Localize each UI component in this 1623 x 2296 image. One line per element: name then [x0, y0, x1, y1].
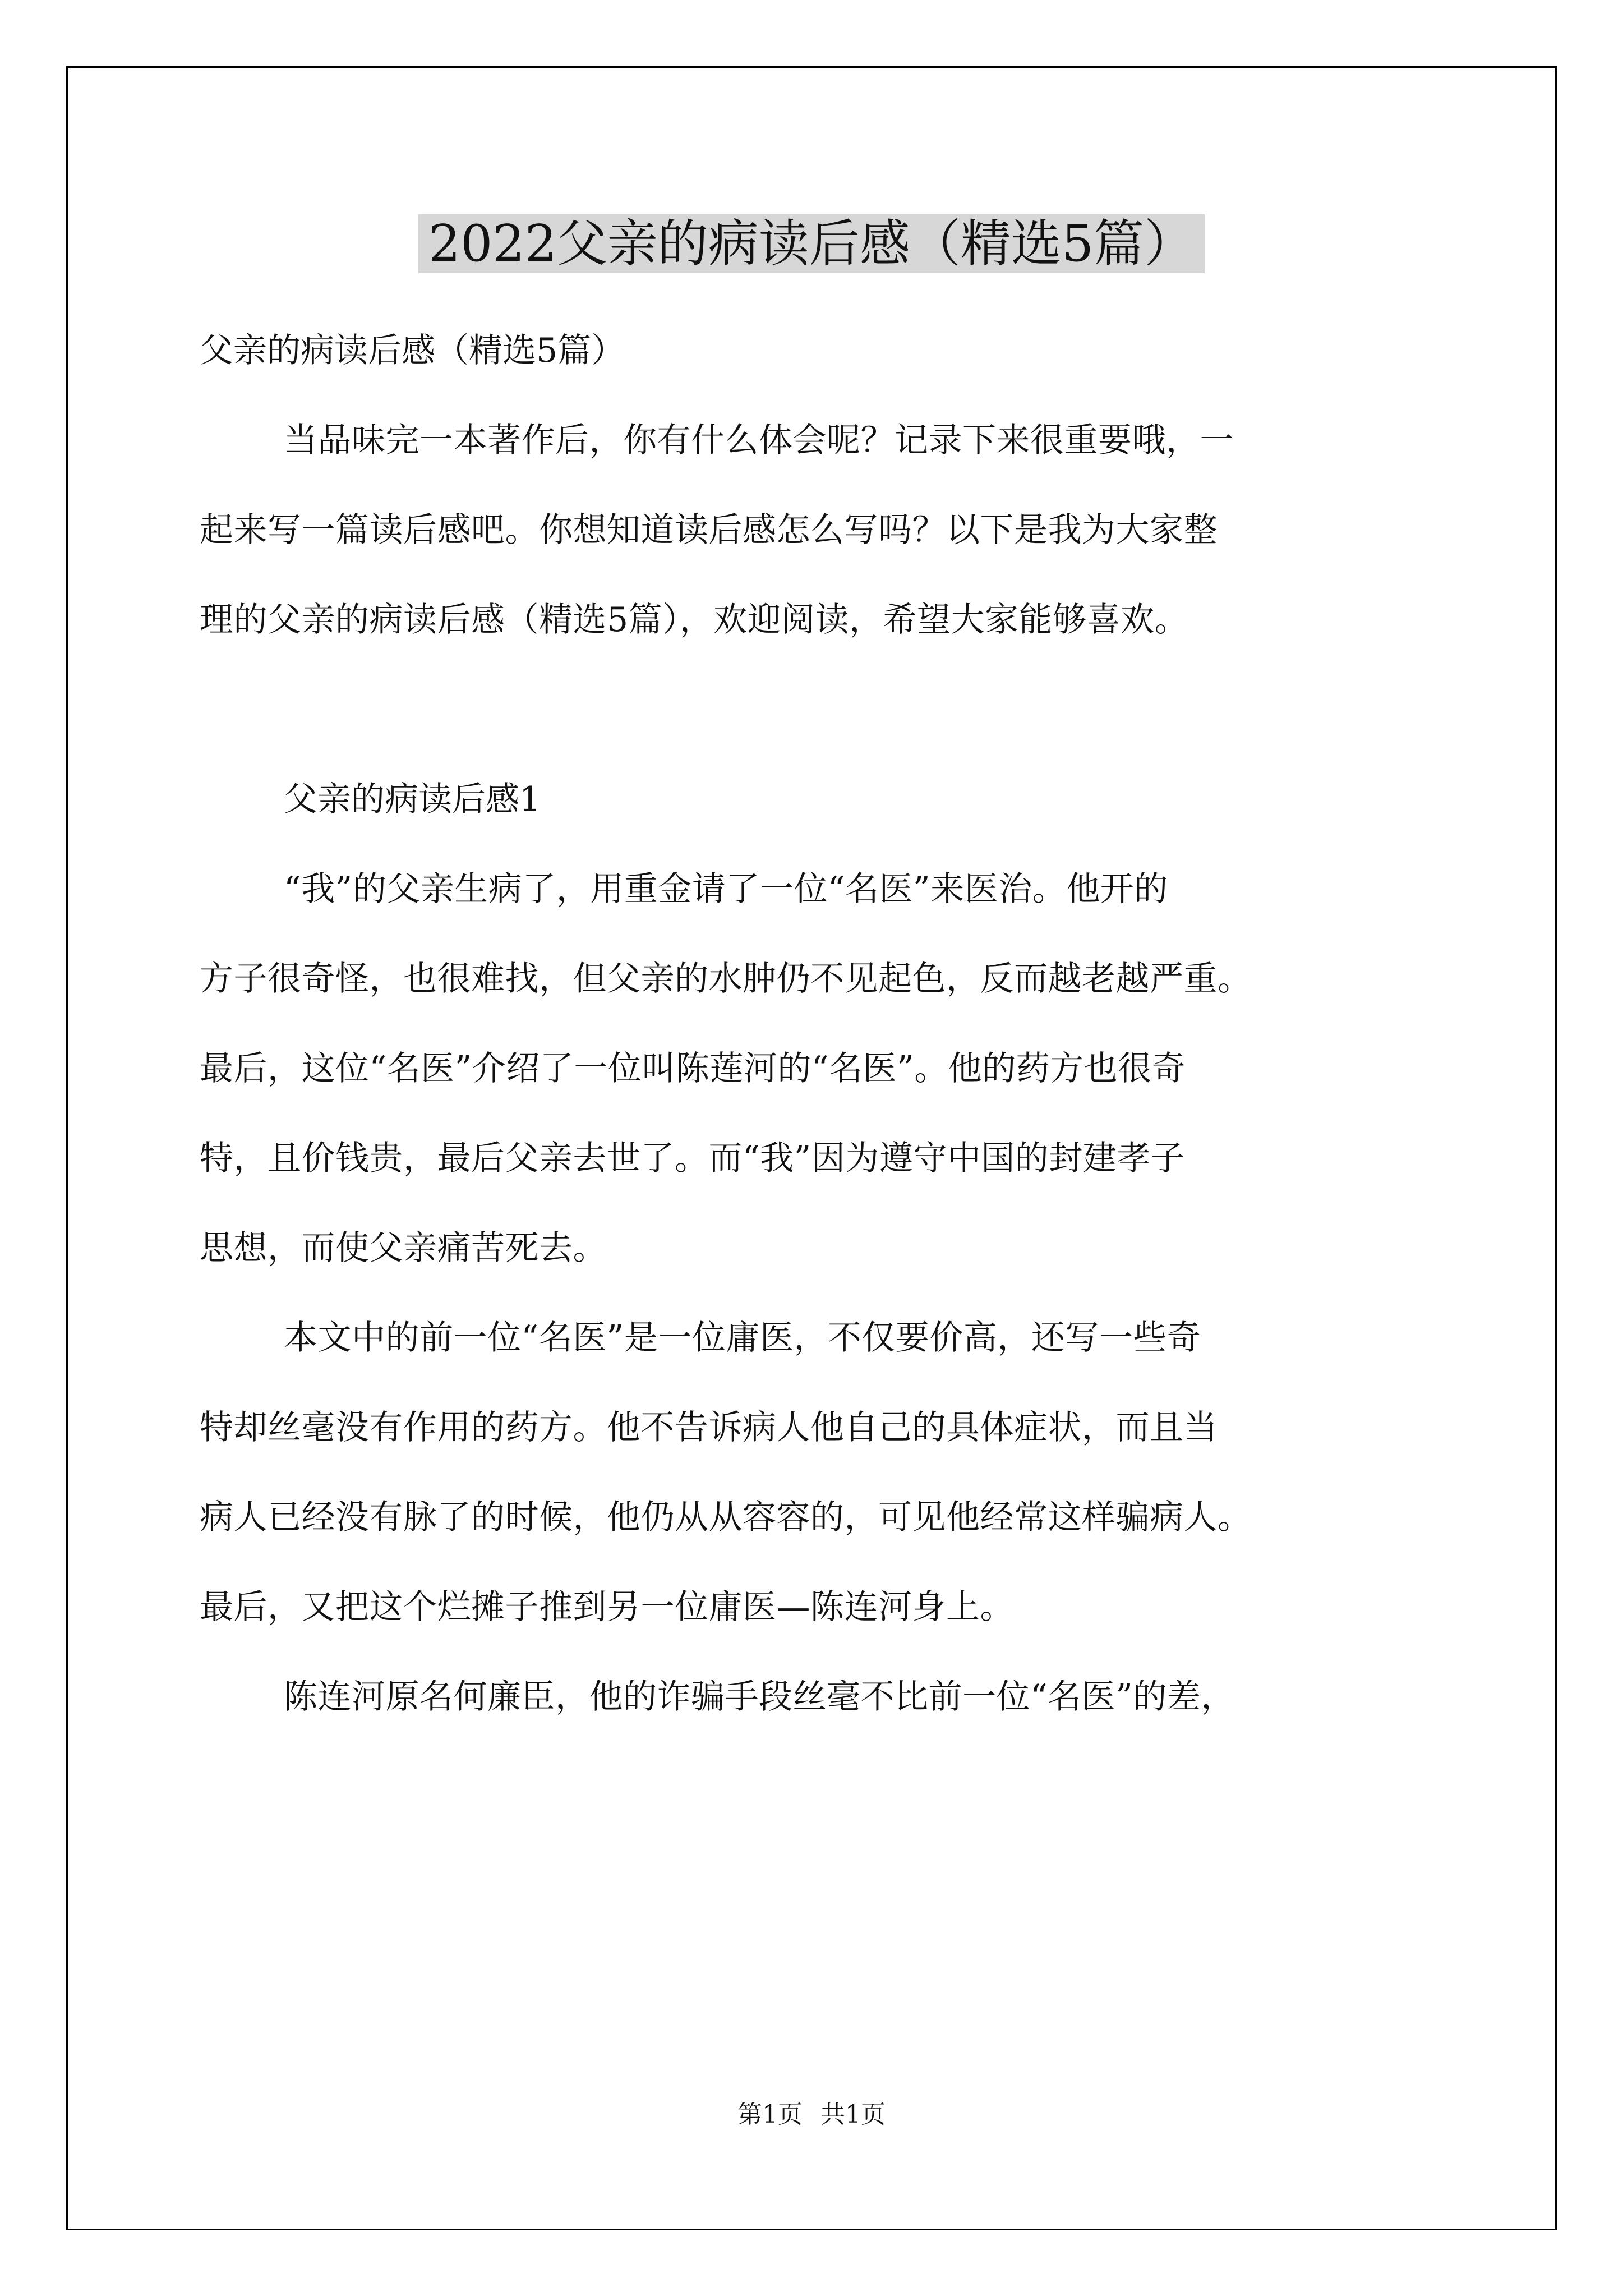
paragraph-line: 本文中的前一位“名医”是一位庸医，不仅要价高，还写一些奇 — [284, 1318, 1201, 1358]
paragraph-line: 最后，又把这个烂摊子推到另一位庸医—陈连河身上。 — [200, 1588, 1014, 1627]
document-subtitle: 父亲的病读后感（精选5篇） — [200, 331, 625, 370]
body-paragraph-3 — [200, 1652, 1433, 1742]
paragraph-line: 特却丝毫没有作用的药方。他不告诉病人他自己的具体症状，而且当 — [200, 1408, 1218, 1447]
document-title — [0, 205, 1623, 283]
paragraph-line: 陈连河原名何廉臣，他的诈骗手段丝毫不比前一位“名医”的差， — [284, 1677, 1235, 1717]
document-title-text: 2022父亲的病读后感（精选5篇） — [418, 214, 1205, 273]
page-footer — [0, 2098, 1623, 2132]
paragraph-line: 思想，而使父亲痛苦死去。 — [200, 1228, 607, 1268]
page-total: 共1页 — [820, 2100, 886, 2129]
paragraph-line: 特，且价钱贵，最后父亲去世了。而“我”因为遵守中国的封建孝子 — [200, 1139, 1185, 1178]
section-heading: 父亲的病读后感1 — [284, 780, 541, 819]
intro-line: 起来写一篇读后感吧。你想知道读后感怎么写吗？以下是我为大家整 — [200, 510, 1218, 550]
paragraph-line: 病人已经没有脉了的时候，他仍从从容容的，可见他经常这样骗病人。 — [200, 1498, 1252, 1537]
paragraph-line: 最后，这位“名医”介绍了一位叫陈莲河的“名医”。他的药方也很奇 — [200, 1049, 1186, 1088]
body-paragraph-1 — [200, 844, 1433, 1293]
page-number: 第1页 — [737, 2100, 803, 2129]
intro-line: 理的父亲的病读后感（精选5篇），欢迎阅读，希望大家能够喜欢。 — [200, 600, 1189, 639]
paragraph-line: 方子很奇怪，也很难找，但父亲的水肿仍不见起色，反而越老越严重。 — [200, 959, 1252, 999]
body-paragraph-2 — [200, 1293, 1433, 1652]
paragraph-line: “我”的父亲生病了，用重金请了一位“名医”来医治。他开的 — [284, 869, 1168, 909]
intro-paragraph — [200, 395, 1433, 665]
intro-line: 当品味完一本著作后，你有什么体会呢？记录下来很重要哦，一 — [284, 421, 1234, 460]
document-body — [200, 306, 1433, 1742]
